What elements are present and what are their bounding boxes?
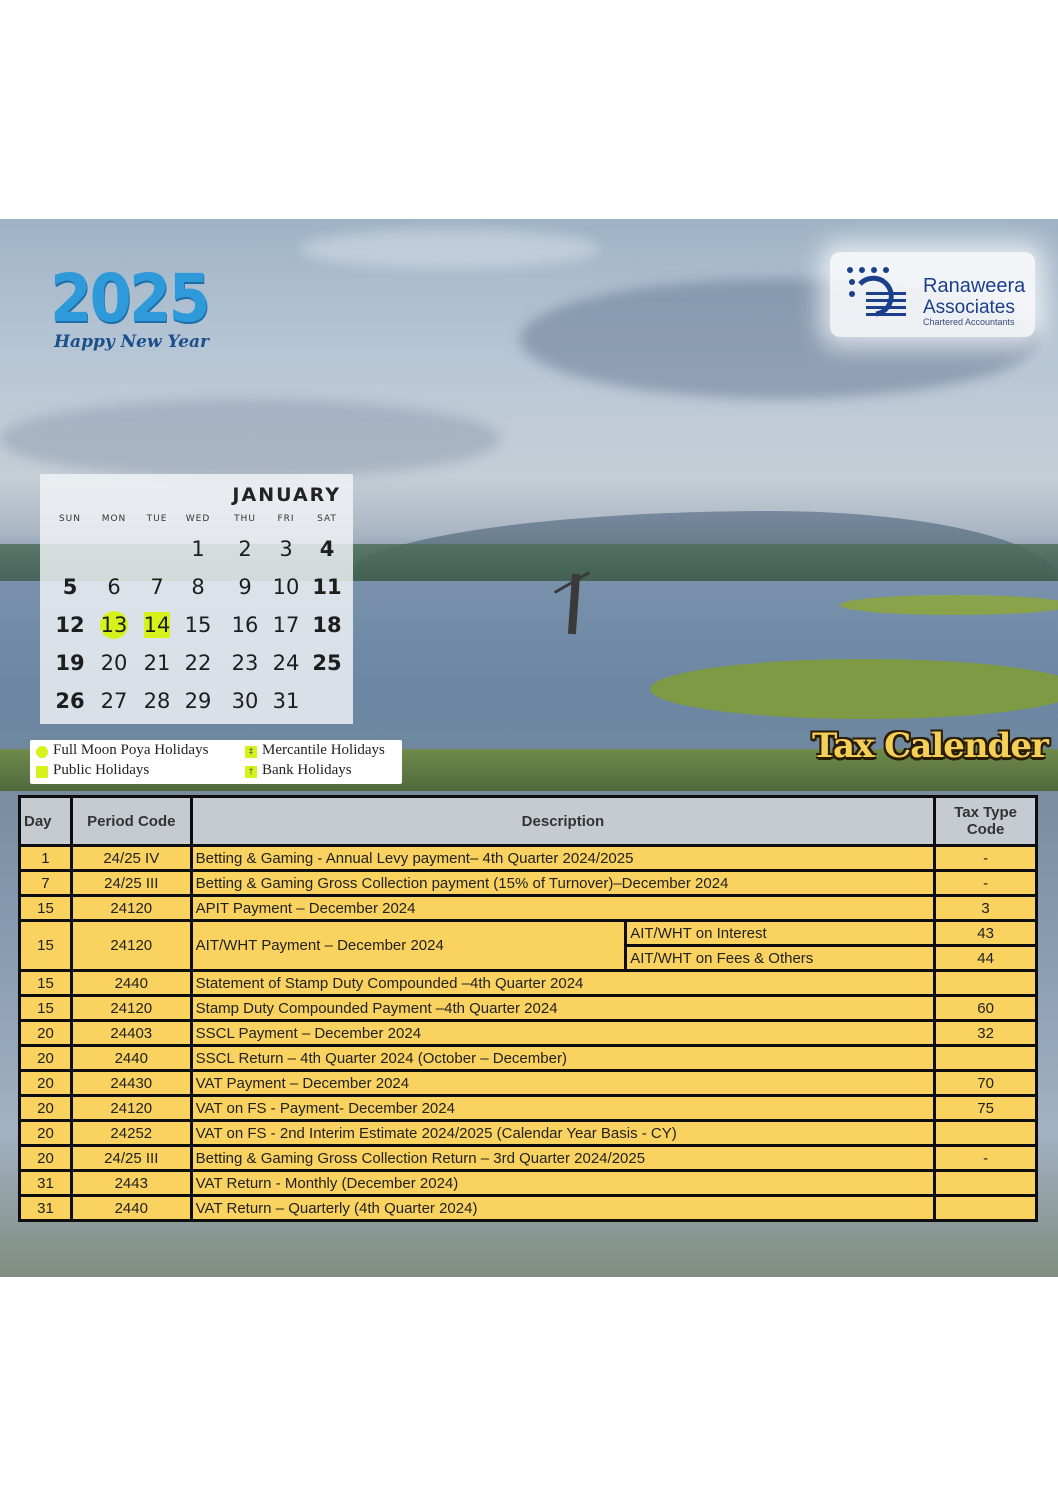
cell-day: 20 bbox=[20, 1146, 72, 1171]
weekday-label: WED bbox=[185, 514, 211, 524]
island bbox=[840, 595, 1058, 615]
table-row bbox=[20, 1096, 1037, 1121]
cell-day: 15 bbox=[20, 896, 72, 921]
cell-description: SSCL Payment – December 2024 bbox=[191, 1021, 935, 1046]
table-row bbox=[20, 996, 1037, 1021]
cloud-shape bbox=[300, 229, 600, 269]
company-logo bbox=[830, 252, 1035, 337]
calendar-day: 5 bbox=[62, 575, 78, 599]
company-subtitle: Chartered Accountants bbox=[923, 317, 1015, 327]
island bbox=[650, 659, 1058, 719]
cell-day: 20 bbox=[20, 1071, 72, 1096]
table-row bbox=[20, 896, 1037, 921]
cell-tax-type-code: 3 bbox=[935, 896, 1037, 921]
cell-tax-type-code bbox=[935, 971, 1037, 996]
cell-tax-type-code bbox=[935, 1171, 1037, 1196]
cell-description: Statement of Stamp Duty Compounded –4th Quarter 2024 bbox=[191, 971, 935, 996]
cell-tax-type-code: - bbox=[935, 846, 1037, 871]
cell-period-code: 2440 bbox=[71, 971, 191, 996]
cell-period-code: 2443 bbox=[71, 1171, 191, 1196]
cell-period-code: 24/25 III bbox=[71, 871, 191, 896]
weekday-label: SUN bbox=[58, 514, 82, 524]
calendar-day: 27 bbox=[100, 689, 128, 713]
table-row bbox=[20, 871, 1037, 896]
cell-description: Betting & Gaming - Annual Levy payment– 4th Quarter 2024/2025 bbox=[191, 846, 935, 871]
cell-tax-type-code: 32 bbox=[935, 1021, 1037, 1046]
cell-tax-type-code: 75 bbox=[935, 1096, 1037, 1121]
calendar-day: 30 bbox=[231, 689, 259, 713]
full-moon-swatch bbox=[36, 746, 48, 758]
calendar-day: 16 bbox=[231, 613, 259, 637]
header-period-code: Period Code bbox=[71, 797, 191, 846]
mercantile-mark: ‡ bbox=[248, 747, 254, 757]
calendar-day: 20 bbox=[100, 651, 128, 675]
legend-public: Public Holidays bbox=[53, 762, 150, 778]
calendar-day: 11 bbox=[312, 575, 342, 599]
cell-description: APIT Payment – December 2024 bbox=[191, 896, 935, 921]
calendar-day: 19 bbox=[55, 651, 85, 675]
calendar-day: 12 bbox=[55, 613, 85, 637]
cell-tax-type-code: 43 bbox=[935, 921, 1037, 946]
weekday-label: MON bbox=[101, 514, 127, 524]
calendar-day: 13 bbox=[100, 613, 128, 637]
legend-bank: Bank Holidays bbox=[262, 762, 352, 778]
calendar-day: 7 bbox=[150, 575, 164, 599]
cell-period-code: 24120 bbox=[71, 921, 191, 971]
cell-day: 31 bbox=[20, 1171, 72, 1196]
happy-new-year-text: Happy New Year bbox=[54, 332, 210, 352]
cell-day: 31 bbox=[20, 1196, 72, 1221]
calendar-day: 4 bbox=[319, 537, 335, 561]
cell-sub-description: AIT/WHT on Interest bbox=[626, 921, 935, 946]
tax-calendar-table bbox=[18, 795, 1038, 1222]
cell-sub-description: AIT/WHT on Fees & Others bbox=[626, 946, 935, 971]
cell-description: VAT on FS - Payment- December 2024 bbox=[191, 1096, 935, 1121]
cell-tax-type-code: 60 bbox=[935, 996, 1037, 1021]
table-row bbox=[20, 1121, 1037, 1146]
calendar-day: 26 bbox=[55, 689, 85, 713]
cell-day: 1 bbox=[20, 846, 72, 871]
weekday-label: TUE bbox=[146, 514, 168, 524]
company-name-line1: Ranaweera bbox=[923, 275, 1026, 297]
calendar-day: 8 bbox=[191, 575, 205, 599]
calendar-day: 2 bbox=[238, 537, 252, 561]
calendar-day: 23 bbox=[231, 651, 259, 675]
calendar-day: 15 bbox=[184, 613, 212, 637]
calendar-day: 18 bbox=[312, 613, 342, 637]
cell-period-code: 2440 bbox=[71, 1196, 191, 1221]
table-row bbox=[20, 1196, 1037, 1221]
table-row bbox=[20, 846, 1037, 871]
cell-day: 7 bbox=[20, 871, 72, 896]
table-header-row bbox=[20, 797, 1037, 846]
calendar-day: 25 bbox=[312, 651, 342, 675]
calendar-day: 10 bbox=[272, 575, 300, 599]
calendar-day: 31 bbox=[272, 689, 300, 713]
table-body bbox=[20, 846, 1037, 1221]
cell-description: AIT/WHT Payment – December 2024 bbox=[191, 921, 626, 971]
cell-description: VAT Return – Quarterly (4th Quarter 2024) bbox=[191, 1196, 935, 1221]
cell-period-code: 24252 bbox=[71, 1121, 191, 1146]
cell-description: Betting & Gaming Gross Collection Return – 3rd Quarter 2024/2025 bbox=[191, 1146, 935, 1171]
bank-mark: † bbox=[248, 767, 254, 777]
table-row bbox=[20, 1071, 1037, 1096]
cell-period-code: 24120 bbox=[71, 896, 191, 921]
cell-day: 20 bbox=[20, 1046, 72, 1071]
calendar-day: 22 bbox=[184, 651, 212, 675]
calendar-day: 1 bbox=[191, 537, 205, 561]
cell-period-code: 24430 bbox=[71, 1071, 191, 1096]
calendar-day: 29 bbox=[184, 689, 212, 713]
cell-period-code: 24120 bbox=[71, 996, 191, 1021]
cell-description: VAT on FS - 2nd Interim Estimate 2024/2025 (Calendar Year Basis - CY) bbox=[191, 1121, 935, 1146]
cell-tax-type-code: 70 bbox=[935, 1071, 1037, 1096]
tax-calendar-title: Tax Calender bbox=[812, 726, 1048, 766]
legend-full-moon: Full Moon Poya Holidays bbox=[53, 742, 209, 758]
calendar-day: 6 bbox=[107, 575, 121, 599]
cell-period-code: 24/25 IV bbox=[71, 846, 191, 871]
header-description: Description bbox=[191, 797, 935, 846]
table-row bbox=[20, 1171, 1037, 1196]
table-row bbox=[20, 1146, 1037, 1171]
cell-description: Betting & Gaming Gross Collection payment (15% of Turnover)–December 2024 bbox=[191, 871, 935, 896]
calendar-day: 9 bbox=[238, 575, 252, 599]
calendar-day: 28 bbox=[143, 689, 171, 713]
cell-tax-type-code: - bbox=[935, 871, 1037, 896]
calendar-day: 14 bbox=[143, 613, 171, 637]
header-tax-type-code: Tax Type Code bbox=[935, 797, 1037, 846]
cell-day: 15 bbox=[20, 921, 72, 971]
table-row bbox=[20, 971, 1037, 996]
cloud-shape bbox=[0, 399, 500, 479]
cell-tax-type-code bbox=[935, 1046, 1037, 1071]
calendar-day: 24 bbox=[272, 651, 300, 675]
cell-period-code: 24403 bbox=[71, 1021, 191, 1046]
cell-day: 20 bbox=[20, 1096, 72, 1121]
weekday-label: THU bbox=[234, 514, 256, 524]
cell-day: 20 bbox=[20, 1121, 72, 1146]
bank-swatch bbox=[245, 766, 257, 778]
mercantile-swatch bbox=[245, 746, 257, 758]
cell-period-code: 24120 bbox=[71, 1096, 191, 1121]
cell-description: Stamp Duty Compounded Payment –4th Quarter 2024 bbox=[191, 996, 935, 1021]
cell-period-code: 24/25 III bbox=[71, 1146, 191, 1171]
table-row bbox=[20, 921, 1037, 946]
cell-day: 15 bbox=[20, 996, 72, 1021]
month-calendar bbox=[40, 474, 353, 724]
calendar-day: 3 bbox=[279, 537, 293, 561]
holiday-legend bbox=[30, 740, 402, 784]
cell-day: 15 bbox=[20, 971, 72, 996]
cell-tax-type-code bbox=[935, 1121, 1037, 1146]
cell-description: VAT Return - Monthly (December 2024) bbox=[191, 1171, 935, 1196]
cell-period-code: 2440 bbox=[71, 1046, 191, 1071]
weekday-label: SAT bbox=[317, 514, 337, 524]
cell-tax-type-code: - bbox=[935, 1146, 1037, 1171]
cell-tax-type-code: 44 bbox=[935, 946, 1037, 971]
cell-tax-type-code bbox=[935, 1196, 1037, 1221]
table-row bbox=[20, 1046, 1037, 1071]
table-row bbox=[20, 1021, 1037, 1046]
year-logo: 2025 bbox=[50, 260, 208, 337]
month-title: JANUARY bbox=[232, 484, 341, 506]
public-holiday-swatch bbox=[36, 766, 48, 778]
cell-description: VAT Payment – December 2024 bbox=[191, 1071, 935, 1096]
cell-description: SSCL Return – 4th Quarter 2024 (October – December) bbox=[191, 1046, 935, 1071]
company-logo-icon bbox=[846, 264, 908, 324]
calendar-day: 17 bbox=[272, 613, 300, 637]
header-day: Day bbox=[20, 797, 72, 846]
weekday-label: FRI bbox=[277, 514, 295, 524]
company-name-line2: Associates bbox=[923, 297, 1015, 318]
cell-day: 20 bbox=[20, 1021, 72, 1046]
calendar-day: 21 bbox=[143, 651, 171, 675]
legend-mercantile: Mercantile Holidays bbox=[262, 742, 385, 758]
